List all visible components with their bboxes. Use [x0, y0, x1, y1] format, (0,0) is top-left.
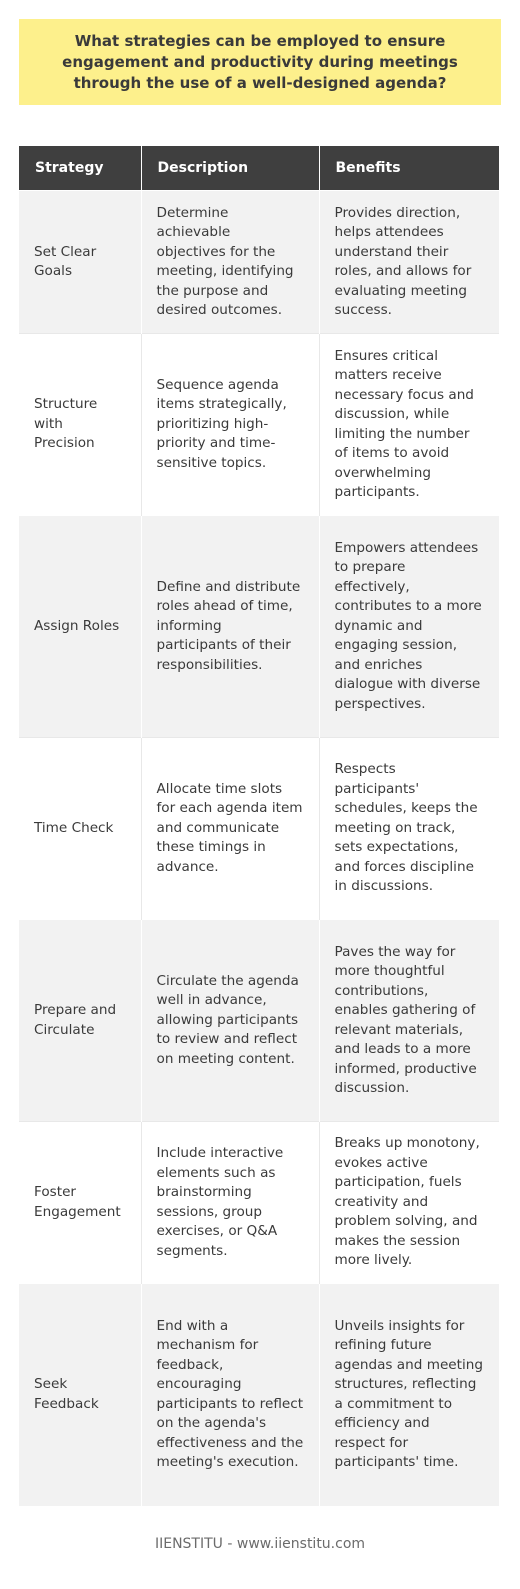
cell-description: Determine achievable objectives for the meeting, identifying the purpose and desired outcomes.	[141, 191, 319, 334]
table-header-row	[19, 146, 499, 191]
cell-strategy: Time Check	[19, 738, 141, 920]
cell-benefits: Respects participants' schedules, keeps the meeting on track, sets expectations, and forces discipline in discussions.	[319, 738, 499, 920]
table-row	[19, 738, 499, 920]
cell-description: Define and distribute roles ahead of time, informing participants of their responsibilities.	[141, 516, 319, 738]
cell-description: Circulate the agenda well in advance, allowing participants to review and reflect on meeting content.	[141, 920, 319, 1122]
cell-benefits: Ensures critical matters receive necessary focus and discussion, while limiting the number of items to avoid overwhelming participants.	[319, 334, 499, 516]
footer-credit: IIENSTITU - www.iienstitu.com	[154, 1536, 366, 1552]
table-row	[19, 1122, 499, 1284]
cell-description: Allocate time slots for each agenda item and communicate these timings in advance.	[141, 738, 319, 920]
table-row	[19, 516, 499, 738]
question-banner	[19, 19, 501, 105]
cell-strategy: Set Clear Goals	[19, 191, 141, 334]
cell-benefits: Breaks up monotony, evokes active participation, fuels creativity and problem solving, and makes the session more lively.	[319, 1122, 499, 1284]
cell-benefits: Unveils insights for refining future agendas and meeting structures, reflecting a commitment to efficiency and respect for participants' time.	[319, 1284, 499, 1506]
question-text: What strategies can be employed to ensure engagement and productivity during meetings through the use of a well-designed agenda?	[62, 31, 458, 92]
cell-strategy: Structure with Precision	[19, 334, 141, 516]
cell-strategy: Foster Engagement	[19, 1122, 141, 1284]
cell-benefits: Paves the way for more thoughtful contributions, enables gathering of relevant materials, and leads to a more informed, productive discussion.	[319, 920, 499, 1122]
table-row	[19, 334, 499, 516]
header-strategy: Strategy	[19, 146, 141, 191]
table-row	[19, 920, 499, 1122]
cell-strategy: Assign Roles	[19, 516, 141, 738]
strategy-table	[19, 146, 499, 1506]
header-description: Description	[141, 146, 319, 191]
cell-benefits: Provides direction, helps attendees understand their roles, and allows for evaluating meeting success.	[319, 191, 499, 334]
cell-strategy: Seek Feedback	[19, 1284, 141, 1506]
cell-benefits: Empowers attendees to prepare effectively, contributes to a more dynamic and engaging session, and enriches dialogue with diverse perspectives.	[319, 516, 499, 738]
cell-strategy: Prepare and Circulate	[19, 920, 141, 1122]
cell-description: Include interactive elements such as brainstorming sessions, group exercises, or Q&A segments.	[141, 1122, 319, 1284]
table-row	[19, 191, 499, 334]
cell-description: End with a mechanism for feedback, encouraging participants to reflect on the agenda's effectiveness and the meeting's execution.	[141, 1284, 319, 1506]
table-row	[19, 1284, 499, 1506]
cell-description: Sequence agenda items strategically, prioritizing high-priority and time-sensitive topics.	[141, 334, 319, 516]
header-benefits: Benefits	[319, 146, 499, 191]
